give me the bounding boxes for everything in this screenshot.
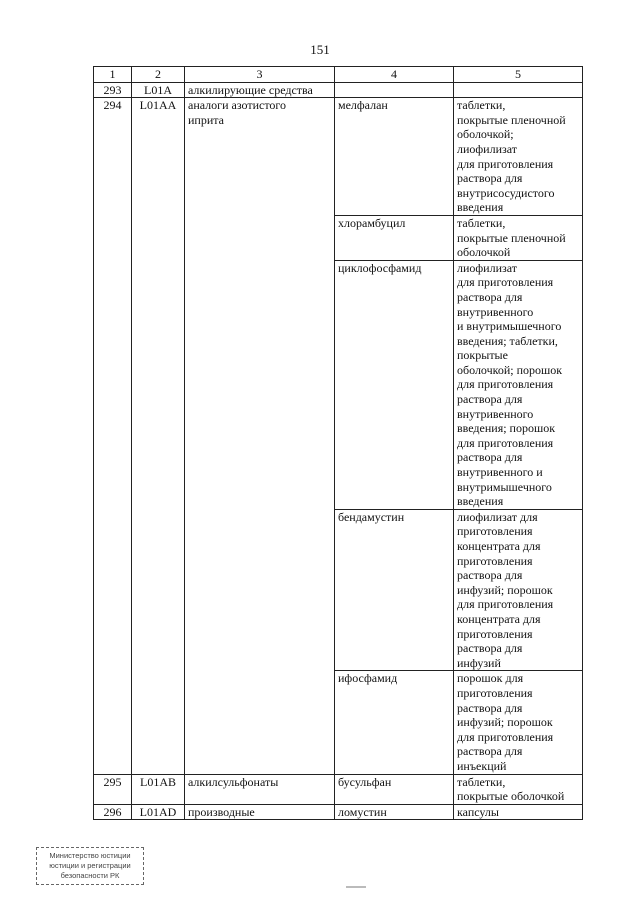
- group-name: алкилсульфонаты: [185, 774, 335, 804]
- table-row: [94, 671, 583, 774]
- header-cell-3: 3: [185, 67, 335, 83]
- table-row: [94, 98, 583, 216]
- header-cell-1: 1: [94, 67, 132, 83]
- table-row: [94, 804, 583, 820]
- drug-name: циклофосфамид: [335, 260, 454, 509]
- atc-code: L01AA: [132, 98, 185, 216]
- atc-code: L01AB: [132, 774, 185, 804]
- header-cell-2: 2: [132, 67, 185, 83]
- stamp-line-3: безопасности РК: [60, 871, 120, 880]
- table-row: [94, 82, 583, 98]
- table-row: [94, 774, 583, 804]
- table-row: [94, 215, 583, 260]
- table-row: [94, 260, 583, 509]
- dosage-form: лиофилизат для приготовления концентрата для приготовления раствора для инфузий; порошок для приготовления концентрата для приготовления раствора для инфузий: [454, 509, 583, 671]
- group-name: аналоги азотистого иприта: [185, 98, 335, 216]
- footer-mark: [346, 886, 366, 888]
- drug-name: ифосфамид: [335, 671, 454, 774]
- row-number: 296: [94, 804, 132, 820]
- page-number: 151: [310, 42, 330, 57]
- drug-name: [335, 82, 454, 98]
- drug-name: бендамустин: [335, 509, 454, 671]
- drug-name: бусульфан: [335, 774, 454, 804]
- row-number: 295: [94, 774, 132, 804]
- drug-table: [93, 66, 583, 820]
- group-name: алкилирующие средства: [185, 82, 335, 98]
- group-name: производные: [185, 804, 335, 820]
- registration-stamp: [36, 847, 144, 885]
- header-cell-4: 4: [335, 67, 454, 83]
- atc-code: L01A: [132, 82, 185, 98]
- dosage-form: порошок для приготовления раствора для инфузий; порошок для приготовления раствора для инъекций: [454, 671, 583, 774]
- drug-name: ломустин: [335, 804, 454, 820]
- stamp-line-2: юстиции и регистрации: [49, 861, 131, 870]
- dosage-form: лиофилизат для приготовления раствора для внутривенного и внутримышечного введения; таблетки, покрытые оболочкой; порошок для приготовления раствора для внутривенного введения; порошок для приготовления раствора для внутривенного и внутримышечного введения: [454, 260, 583, 509]
- row-number: 294: [94, 98, 132, 216]
- dosage-form: [454, 82, 583, 98]
- table-row: [94, 509, 583, 671]
- dosage-form: таблетки, покрытые оболочкой: [454, 774, 583, 804]
- drug-name: хлорамбуцил: [335, 215, 454, 260]
- stamp-line-1: Министерство юстиции: [49, 851, 131, 860]
- header-cell-5: 5: [454, 67, 583, 83]
- atc-code: L01AD: [132, 804, 185, 820]
- row-number: 293: [94, 82, 132, 98]
- table-header-row: [94, 67, 583, 83]
- drug-name: мелфалан: [335, 98, 454, 216]
- dosage-form: таблетки, покрытые пленочной оболочкой: [454, 215, 583, 260]
- dosage-form: таблетки, покрытые пленочной оболочкой; лиофилизат для приготовления раствора для внутрисосудистого введения: [454, 98, 583, 216]
- dosage-form: капсулы: [454, 804, 583, 820]
